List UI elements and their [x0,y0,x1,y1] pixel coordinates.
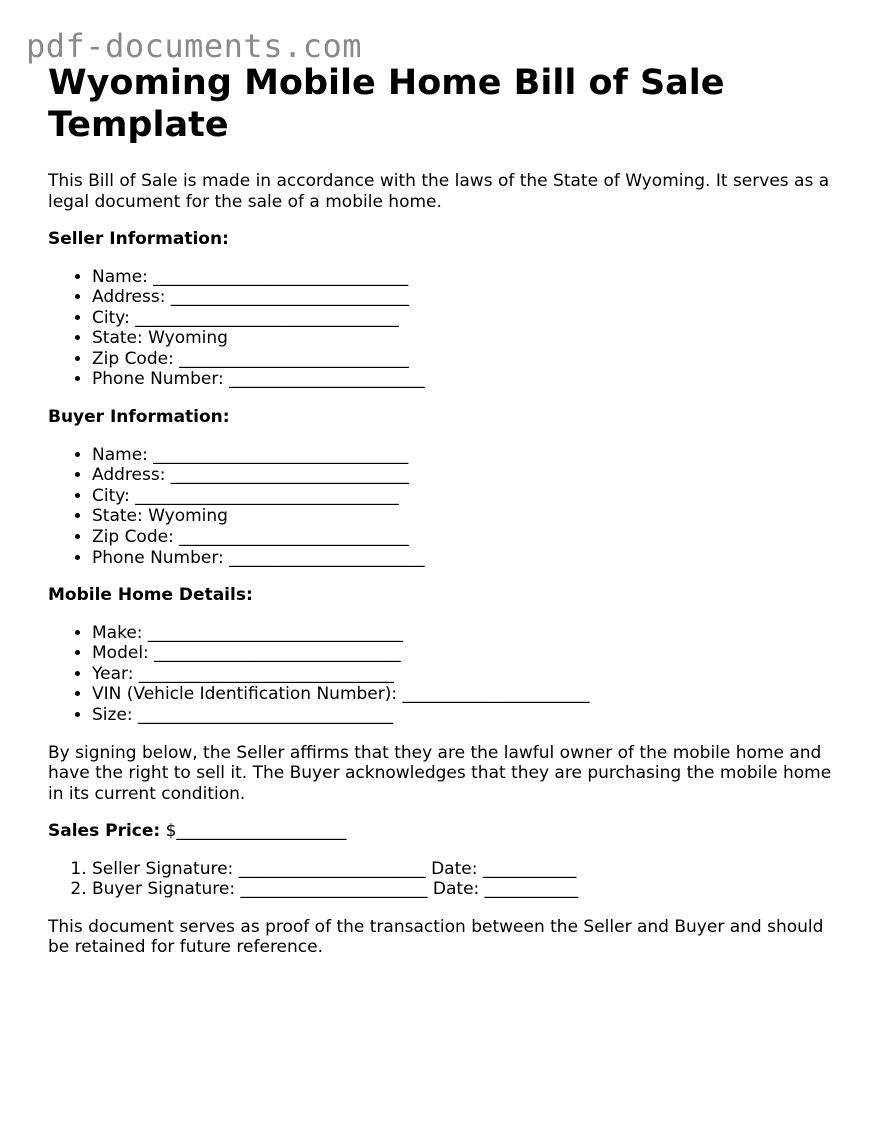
sales-price-value: $____________________ [160,821,347,842]
mobile-home-heading: Mobile Home Details: [48,585,253,606]
buyer-zip-field: • Zip Code: ___________________________ [92,527,848,548]
buyer-address-field: • Address: ____________________________ [92,465,848,486]
buyer-city-field: • City: _______________________________ [92,486,848,507]
intro-paragraph: This Bill of Sale is made in accordance with the laws of the State of Wyoming. It serves as a legal document for the sale of a mobile home. [48,171,830,212]
size-field: • Size: ______________________________ [92,705,848,726]
seller-info-heading: Seller Information: [48,229,229,249]
model-field: • Model: _____________________________ [92,643,848,664]
seller-zip-field: • Zip Code: ___________________________ [92,349,848,370]
sales-price-line [48,821,848,842]
year-field: • Year: ______________________________ [92,664,848,685]
signature-list [48,859,848,900]
buyer-info-heading: Buyer Information: [48,407,230,428]
buyer-state-field: • State: Wyoming [92,506,848,527]
seller-info-list [48,267,848,391]
vin-field: • VIN (Vehicle Identification Number): ______________________ [92,684,848,705]
buyer-name-field: • Name: ______________________________ [92,445,848,466]
buyer-signature-line: 2. Buyer Signature: ______________________ Date: ___________ [92,879,848,900]
make-field: • Make: ______________________________ [92,623,848,644]
seller-phone-field: • Phone Number: _______________________ [92,369,848,390]
buyer-info-list [48,445,848,569]
affirmation-paragraph: By signing below, the Seller affirms that they are the lawful owner of the mobile home and have the right to sell it. The Buyer acknowledges that they are purchasing the mobile home in its current condition. [48,742,832,804]
closing-paragraph: This document serves as proof of the transaction between the Seller and Buyer and should be retained for future reference. [48,916,824,958]
seller-state-field: • State: Wyoming [92,328,848,349]
seller-address-field: • Address: ____________________________ [92,287,848,308]
mobile-home-list [48,623,848,726]
watermark: pdf-documents.com [26,27,363,65]
seller-city-field: • City: _______________________________ [92,308,848,329]
buyer-phone-field: • Phone Number: _______________________ [92,548,848,569]
sales-price-label: Sales Price: [48,821,161,842]
document-page [48,62,848,958]
document-title: Wyoming Mobile Home Bill of Sale Template [48,63,725,145]
seller-name-field: • Name: ______________________________ [92,267,848,288]
seller-signature-line: 1. Seller Signature: ______________________ Date: ___________ [92,859,848,880]
